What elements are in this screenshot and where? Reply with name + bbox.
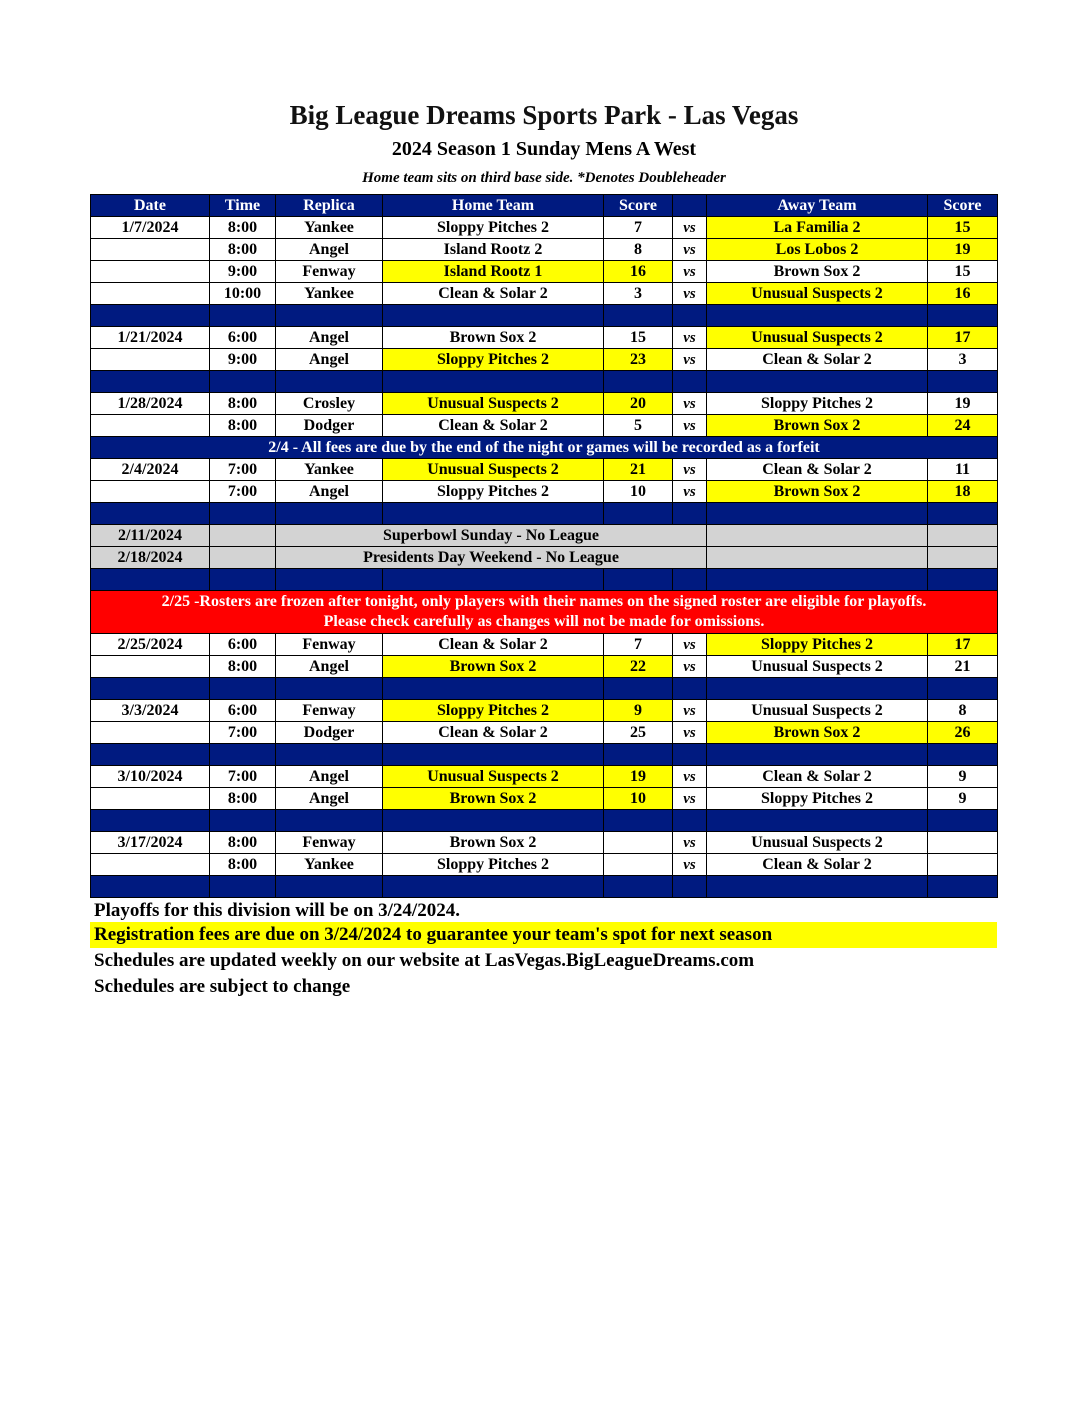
vs-label: vs [673, 327, 707, 349]
vs-label: vs [673, 788, 707, 810]
vs-label: vs [673, 481, 707, 503]
vs-label: vs [673, 239, 707, 261]
spacer-cell [91, 371, 210, 393]
game-date: 3/3/2024 [91, 700, 210, 722]
home-score: 22 [604, 656, 673, 678]
game-time: 9:00 [210, 349, 276, 371]
no-league-notice: Superbowl Sunday - No League [276, 525, 707, 547]
game-date: 2/4/2024 [91, 459, 210, 481]
bye-empty-cell [210, 547, 276, 569]
game-replica: Angel [276, 239, 383, 261]
game-row [91, 393, 998, 415]
away-score: 17 [928, 327, 998, 349]
away-score: 15 [928, 217, 998, 239]
away-team: Brown Sox 2 [707, 481, 928, 503]
away-score: 21 [928, 656, 998, 678]
spacer-cell [604, 876, 673, 898]
bye-empty-cell [707, 525, 928, 547]
game-time: 9:00 [210, 261, 276, 283]
game-date: 1/28/2024 [91, 393, 210, 415]
game-replica: Fenway [276, 261, 383, 283]
game-date: 2/25/2024 [91, 634, 210, 656]
fee-notice-row [91, 437, 998, 459]
spacer-cell [383, 810, 604, 832]
away-team: Sloppy Pitches 2 [707, 393, 928, 415]
away-team: Sloppy Pitches 2 [707, 634, 928, 656]
spacer-cell [91, 678, 210, 700]
away-team: Clean & Solar 2 [707, 766, 928, 788]
no-league-row [91, 525, 998, 547]
spacer-cell [91, 305, 210, 327]
game-replica: Dodger [276, 722, 383, 744]
spacer-cell [604, 744, 673, 766]
home-team: Brown Sox 2 [383, 327, 604, 349]
game-row [91, 766, 998, 788]
away-team: Clean & Solar 2 [707, 459, 928, 481]
game-date [91, 283, 210, 305]
game-date: 1/7/2024 [91, 217, 210, 239]
game-row [91, 349, 998, 371]
roster-alert-line2: Please check carefully as changes will not be made for omissions. [323, 613, 765, 630]
game-time: 7:00 [210, 459, 276, 481]
spacer-cell [928, 371, 998, 393]
vs-label: vs [673, 700, 707, 722]
game-time: 6:00 [210, 327, 276, 349]
game-date [91, 415, 210, 437]
spacer-cell [928, 678, 998, 700]
game-date: 3/17/2024 [91, 832, 210, 854]
game-date [91, 239, 210, 261]
spacer-cell [673, 569, 707, 591]
home-score: 19 [604, 766, 673, 788]
game-time: 7:00 [210, 481, 276, 503]
vs-label: vs [673, 634, 707, 656]
game-time: 6:00 [210, 700, 276, 722]
away-team: Sloppy Pitches 2 [707, 788, 928, 810]
spacer-cell [383, 744, 604, 766]
away-score: 19 [928, 393, 998, 415]
game-date: 1/21/2024 [91, 327, 210, 349]
vs-label: vs [673, 261, 707, 283]
page-subtitle: 2024 Season 1 Sunday Mens A West [391, 138, 697, 160]
spacer-row [91, 503, 998, 525]
vs-label: vs [673, 393, 707, 415]
home-team: Clean & Solar 2 [383, 415, 604, 437]
home-score: 7 [604, 217, 673, 239]
game-replica: Angel [276, 349, 383, 371]
game-row [91, 415, 998, 437]
spacer-cell [91, 744, 210, 766]
away-score: 24 [928, 415, 998, 437]
spacer-cell [604, 678, 673, 700]
home-team-note: Home team sits on third base side. *Denotes Doubleheader [362, 170, 726, 186]
roster-alert-line1: 2/25 -Rosters are frozen after tonight, only players with their names on the signed roster are eligible for playoffs. [161, 593, 927, 610]
spacer-cell [210, 876, 276, 898]
header-away-team: Away Team [707, 195, 928, 217]
bye-date: 2/18/2024 [91, 547, 210, 569]
spacer-row [91, 876, 998, 898]
spacer-cell [673, 678, 707, 700]
away-team: Brown Sox 2 [707, 722, 928, 744]
home-score [604, 854, 673, 876]
header-date: Date [91, 195, 210, 217]
game-time: 7:00 [210, 766, 276, 788]
away-score: 15 [928, 261, 998, 283]
away-score: 18 [928, 481, 998, 503]
away-score: 19 [928, 239, 998, 261]
away-team: Los Lobos 2 [707, 239, 928, 261]
game-replica: Fenway [276, 634, 383, 656]
home-score: 10 [604, 788, 673, 810]
vs-label: vs [673, 832, 707, 854]
vs-label: vs [673, 854, 707, 876]
game-row [91, 217, 998, 239]
spacer-cell [276, 569, 383, 591]
roster-alert-row [91, 591, 998, 634]
spacer-cell [707, 569, 928, 591]
game-row [91, 283, 998, 305]
away-team: Clean & Solar 2 [707, 349, 928, 371]
spacer-cell [276, 305, 383, 327]
schedule-table [90, 194, 998, 898]
spacer-cell [210, 744, 276, 766]
spacer-cell [673, 371, 707, 393]
header-replica: Replica [276, 195, 383, 217]
away-score: 11 [928, 459, 998, 481]
spacer-cell [276, 371, 383, 393]
spacer-row [91, 305, 998, 327]
home-team: Sloppy Pitches 2 [383, 700, 604, 722]
schedule-body [91, 217, 998, 898]
spacer-cell [928, 810, 998, 832]
game-row [91, 327, 998, 349]
game-date [91, 481, 210, 503]
away-score: 3 [928, 349, 998, 371]
spacer-cell [210, 569, 276, 591]
bye-empty-cell [928, 525, 998, 547]
spacer-cell [383, 305, 604, 327]
bye-empty-cell [928, 547, 998, 569]
home-score [604, 832, 673, 854]
game-time: 7:00 [210, 722, 276, 744]
game-row [91, 832, 998, 854]
home-score: 23 [604, 349, 673, 371]
spacer-cell [91, 876, 210, 898]
header-home-score: Score [604, 195, 673, 217]
home-team: Sloppy Pitches 2 [383, 349, 604, 371]
away-score: 9 [928, 766, 998, 788]
vs-label: vs [673, 217, 707, 239]
spacer-cell [91, 810, 210, 832]
spacer-row [91, 744, 998, 766]
home-score: 8 [604, 239, 673, 261]
game-row [91, 634, 998, 656]
away-team: Brown Sox 2 [707, 415, 928, 437]
away-team: Clean & Solar 2 [707, 854, 928, 876]
spacer-row [91, 569, 998, 591]
spacer-cell [604, 810, 673, 832]
spacer-cell [673, 305, 707, 327]
header-vs [673, 195, 707, 217]
spacer-cell [276, 744, 383, 766]
fee-notice: 2/4 - All fees are due by the end of the night or games will be recorded as a forfeit [91, 437, 998, 459]
game-replica: Angel [276, 788, 383, 810]
spacer-cell [276, 810, 383, 832]
spacer-cell [604, 305, 673, 327]
game-replica: Yankee [276, 217, 383, 239]
game-replica: Crosley [276, 393, 383, 415]
spacer-cell [383, 876, 604, 898]
away-team: Unusual Suspects 2 [707, 832, 928, 854]
footer-change: Schedules are subject to change [94, 976, 351, 997]
home-team: Clean & Solar 2 [383, 283, 604, 305]
spacer-cell [707, 678, 928, 700]
game-replica: Yankee [276, 283, 383, 305]
home-team: Island Rootz 1 [383, 261, 604, 283]
header-time: Time [210, 195, 276, 217]
game-replica: Fenway [276, 832, 383, 854]
home-score: 15 [604, 327, 673, 349]
away-score: 16 [928, 283, 998, 305]
home-team: Brown Sox 2 [383, 788, 604, 810]
game-date [91, 261, 210, 283]
home-team: Brown Sox 2 [383, 832, 604, 854]
spacer-cell [210, 503, 276, 525]
table-header-row [91, 195, 998, 217]
away-team: Unusual Suspects 2 [707, 656, 928, 678]
header-home-team: Home Team [383, 195, 604, 217]
no-league-row [91, 547, 998, 569]
home-score: 7 [604, 634, 673, 656]
spacer-cell [707, 876, 928, 898]
spacer-cell [707, 371, 928, 393]
game-date [91, 854, 210, 876]
game-date [91, 788, 210, 810]
away-team: Unusual Suspects 2 [707, 700, 928, 722]
vs-label: vs [673, 459, 707, 481]
game-row [91, 656, 998, 678]
game-time: 8:00 [210, 854, 276, 876]
spacer-row [91, 371, 998, 393]
game-replica: Dodger [276, 415, 383, 437]
home-team: Unusual Suspects 2 [383, 766, 604, 788]
game-row [91, 481, 998, 503]
game-row [91, 239, 998, 261]
spacer-cell [383, 503, 604, 525]
away-score [928, 854, 998, 876]
spacer-cell [91, 503, 210, 525]
footer-playoffs: Playoffs for this division will be on 3/24/2024. [94, 900, 460, 921]
game-replica: Yankee [276, 459, 383, 481]
home-team: Sloppy Pitches 2 [383, 854, 604, 876]
home-score: 5 [604, 415, 673, 437]
game-row [91, 722, 998, 744]
home-score: 21 [604, 459, 673, 481]
game-row [91, 788, 998, 810]
spacer-cell [928, 569, 998, 591]
spacer-cell [673, 810, 707, 832]
home-score: 9 [604, 700, 673, 722]
spacer-cell [928, 503, 998, 525]
away-team: Unusual Suspects 2 [707, 283, 928, 305]
home-team: Island Rootz 2 [383, 239, 604, 261]
game-time: 8:00 [210, 788, 276, 810]
home-team: Unusual Suspects 2 [383, 393, 604, 415]
spacer-row [91, 678, 998, 700]
game-date [91, 349, 210, 371]
game-time: 8:00 [210, 656, 276, 678]
game-time: 8:00 [210, 832, 276, 854]
spacer-cell [928, 305, 998, 327]
spacer-cell [383, 569, 604, 591]
game-date: 3/10/2024 [91, 766, 210, 788]
spacer-cell [276, 503, 383, 525]
away-team: Brown Sox 2 [707, 261, 928, 283]
spacer-cell [276, 678, 383, 700]
bye-date: 2/11/2024 [91, 525, 210, 547]
away-score: 26 [928, 722, 998, 744]
spacer-cell [673, 503, 707, 525]
vs-label: vs [673, 766, 707, 788]
game-row [91, 261, 998, 283]
game-replica: Angel [276, 766, 383, 788]
away-score: 8 [928, 700, 998, 722]
game-time: 6:00 [210, 634, 276, 656]
spacer-cell [210, 371, 276, 393]
game-replica: Yankee [276, 854, 383, 876]
footer-website: Schedules are updated weekly on our website at LasVegas.BigLeagueDreams.com [94, 950, 755, 971]
game-time: 8:00 [210, 239, 276, 261]
game-row [91, 854, 998, 876]
vs-label: vs [673, 415, 707, 437]
spacer-cell [707, 744, 928, 766]
vs-label: vs [673, 656, 707, 678]
spacer-cell [604, 503, 673, 525]
vs-label: vs [673, 283, 707, 305]
spacer-cell [383, 678, 604, 700]
bye-empty-cell [707, 547, 928, 569]
no-league-notice: Presidents Day Weekend - No League [276, 547, 707, 569]
spacer-cell [210, 305, 276, 327]
home-score: 10 [604, 481, 673, 503]
spacer-cell [707, 503, 928, 525]
away-score [928, 832, 998, 854]
game-time: 10:00 [210, 283, 276, 305]
game-time: 8:00 [210, 393, 276, 415]
game-replica: Angel [276, 327, 383, 349]
page-title: Big League Dreams Sports Park - Las Vegas [289, 100, 799, 130]
vs-label: vs [673, 722, 707, 744]
spacer-row [91, 810, 998, 832]
spacer-cell [707, 305, 928, 327]
spacer-cell [210, 810, 276, 832]
away-score: 17 [928, 634, 998, 656]
home-score: 16 [604, 261, 673, 283]
spacer-cell [383, 371, 604, 393]
home-team: Unusual Suspects 2 [383, 459, 604, 481]
spacer-cell [928, 876, 998, 898]
away-team: La Familia 2 [707, 217, 928, 239]
game-time: 8:00 [210, 217, 276, 239]
home-score: 3 [604, 283, 673, 305]
vs-label: vs [673, 349, 707, 371]
home-score: 20 [604, 393, 673, 415]
spacer-cell [91, 569, 210, 591]
bye-empty-cell [210, 525, 276, 547]
spacer-cell [707, 810, 928, 832]
spacer-cell [604, 569, 673, 591]
game-replica: Fenway [276, 700, 383, 722]
home-team: Brown Sox 2 [383, 656, 604, 678]
game-row [91, 700, 998, 722]
home-team: Clean & Solar 2 [383, 634, 604, 656]
home-score: 25 [604, 722, 673, 744]
game-date [91, 722, 210, 744]
header-away-score: Score [928, 195, 998, 217]
home-team: Clean & Solar 2 [383, 722, 604, 744]
spacer-cell [604, 371, 673, 393]
home-team: Sloppy Pitches 2 [383, 481, 604, 503]
roster-alert [91, 591, 998, 634]
game-time: 8:00 [210, 415, 276, 437]
away-team: Unusual Suspects 2 [707, 327, 928, 349]
spacer-cell [276, 876, 383, 898]
home-team: Sloppy Pitches 2 [383, 217, 604, 239]
game-date [91, 656, 210, 678]
game-replica: Angel [276, 656, 383, 678]
spacer-cell [210, 678, 276, 700]
spacer-cell [673, 744, 707, 766]
away-score: 9 [928, 788, 998, 810]
game-row [91, 459, 998, 481]
spacer-cell [928, 744, 998, 766]
footer-registration: Registration fees are due on 3/24/2024 to guarantee your team's spot for next season [90, 922, 997, 948]
game-replica: Angel [276, 481, 383, 503]
spacer-cell [673, 876, 707, 898]
